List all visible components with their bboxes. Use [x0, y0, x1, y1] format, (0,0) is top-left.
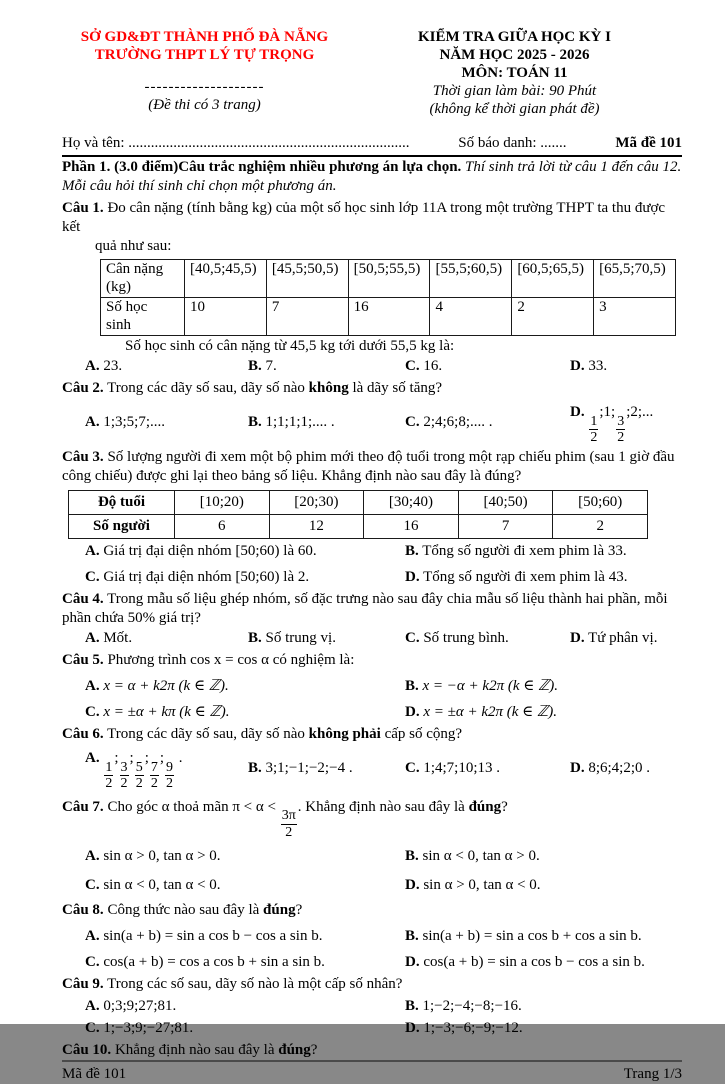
- q6-option-a: A. $\frac{1}{2}$ ; $\frac{3}{2}$ ; $\frac{5}{2}$ ; $\frac{7}{2}$ ; $\frac{9}{2}$ .: [85, 749, 183, 791]
- q3-count-cell: 7: [458, 514, 553, 538]
- q10-label: Câu 10.: [62, 1041, 112, 1058]
- q3-count-cell: 2: [553, 514, 648, 538]
- part1-instruction-1: Thí sinh trả lời từ câu 1 đến câu 12.: [461, 159, 682, 175]
- q5-option-c: C. x = ±α + kπ (k ∈ ℤ).: [85, 703, 230, 720]
- exam-code: Mã đề 101: [615, 135, 682, 151]
- fraction: $\frac{9}{2}$: [166, 759, 174, 791]
- q2-stem: Trong các dãy số sau, dãy số nào không là dãy số tăng?: [107, 380, 443, 396]
- q3-option-d: D. Tổng số người đi xem phim là 43.: [405, 568, 628, 585]
- q8-option-c: C. cos(a + b) = cos a cos b + sin a sin b.: [85, 953, 325, 970]
- q5-options-row1: [62, 677, 682, 696]
- question-5: [62, 651, 682, 722]
- q4-stem: Trong mẫu số liệu ghép nhóm, số đặc trưng nào sau đây chia mẫu số liệu thành hai phần, mỗi: [107, 590, 668, 607]
- q9-options-row2: [62, 1019, 682, 1038]
- q1-interval-cell: [45,5;50,5): [266, 260, 348, 298]
- school-name: TRƯỜNG THPT LÝ TỰ TRỌNG: [94, 47, 315, 63]
- q3-count-cell: 12: [269, 514, 364, 538]
- q8-stem: Công thức nào sau đây là đúng?: [107, 901, 303, 918]
- page-footer: [62, 1060, 682, 1084]
- q5-option-a: A. x = α + k2π (k ∈ ℤ).: [85, 677, 229, 694]
- table-row: [69, 490, 648, 514]
- q8-option-a: A. sin(a + b) = sin a cos b − cos a sin b.: [85, 927, 323, 944]
- question-9: [62, 975, 682, 1038]
- q6-option-b: B. 3;1;−1;−2;−4 .: [248, 759, 353, 776]
- fraction: $\frac{1}{2}$: [105, 759, 113, 791]
- pages-note: (Đề thi có 3 trang): [148, 97, 261, 113]
- q6-stem: Trong các dãy số sau, dãy số nào không phải cấp số cộng?: [107, 725, 463, 742]
- q1-option-b: B. 7.: [248, 358, 277, 374]
- q5-option-b: B. x = −α + k2π (k ∈ ℤ).: [405, 677, 559, 694]
- header-right: [347, 28, 682, 118]
- duration-note: (không kể thời gian phát đề): [429, 101, 600, 117]
- q8-options-row2: [62, 953, 682, 972]
- q1-count-cell: 10: [185, 298, 267, 336]
- q1-options: [62, 357, 682, 376]
- q3-options-row2: [62, 568, 682, 587]
- duration: Thời gian làm bài: 90 Phút: [432, 83, 597, 99]
- q3-interval-cell: [40;50): [458, 490, 553, 514]
- q1-table-header-cell: Cân nặng (kg): [101, 260, 185, 298]
- q1-label: Câu 1.: [62, 200, 104, 216]
- question-8: [62, 901, 682, 972]
- q6-option-c: C. 1;4;7;10;13 .: [405, 759, 501, 776]
- q9-option-c: C. 1;−3;9;−27;81.: [85, 1019, 194, 1036]
- question-10: [62, 1041, 682, 1060]
- q1-interval-cell: [40,5;45,5): [185, 260, 267, 298]
- q7-options-row2: [62, 872, 682, 898]
- q4-option-d: D. Tứ phân vị.: [570, 629, 658, 646]
- candidate-info-row: [62, 134, 682, 157]
- fraction: $\frac{3}{2}$: [617, 413, 625, 445]
- q1-sub-question: Số học sinh có cân nặng từ 45,5 kg tới dưới 55,5 kg là:: [125, 338, 455, 354]
- department-name: SỞ GD&ĐT THÀNH PHỐ ĐÀ NẴNG: [80, 29, 329, 45]
- q5-options-row2: [62, 703, 682, 722]
- q5-option-d: D. x = ±α + k2π (k ∈ ℤ).: [405, 703, 557, 720]
- q1-count-cell: 4: [430, 298, 512, 336]
- q5-stem: Phương trình cos x = cos α có nghiệm là:: [107, 651, 355, 668]
- q9-option-a: A. 0;3;9;27;81.: [85, 997, 177, 1014]
- q4-options: [62, 629, 682, 648]
- q7-options-row1: [62, 843, 682, 869]
- q3-count-cell: 6: [175, 514, 270, 538]
- part1-title: Phần 1. (3.0 điểm)Câu trắc nghiệm nhiều phương án lựa chọn.: [62, 159, 462, 175]
- q1-frequency-table: [100, 259, 676, 336]
- q2-option-b: B. 1;1;1;1;.... .: [248, 413, 335, 430]
- q1-interval-cell: [60,5;65,5): [512, 260, 594, 298]
- divider-dashes: --------------------: [144, 79, 265, 95]
- q3-stem-line2: công chiếu) được ghi lại theo bảng số liệu. Khẳng định nào sau đây là đúng?: [62, 467, 522, 484]
- name-field: Họ và tên: ...........................................................................: [62, 135, 410, 151]
- q3-table-header-cell: Độ tuổi: [69, 490, 175, 514]
- question-2: [62, 379, 682, 445]
- q2-option-c: C. 2;4;6;8;.... .: [405, 413, 493, 430]
- q4-label: Câu 4.: [62, 590, 104, 607]
- q2-option-d: D. $\frac{1}{2}$ ;1; $\frac{3}{2}$ ;2;...: [570, 404, 654, 445]
- q9-stem: Trong các số sau, dãy số nào là một cấp số nhân?: [107, 975, 403, 992]
- question-7: [62, 794, 682, 898]
- q9-options-row1: [62, 997, 682, 1016]
- q6-options: [62, 745, 682, 791]
- q1-count-cell: 7: [266, 298, 348, 336]
- question-3: [62, 448, 682, 587]
- q3-option-a: A. Giá trị đại diện nhóm [50;60) là 60.: [85, 542, 317, 559]
- q1-option-d: D. 33.: [570, 358, 608, 374]
- q1-interval-cell: [65,5;70,5): [594, 260, 676, 298]
- q8-option-d: D. cos(a + b) = sin a cos b − cos a sin b.: [405, 953, 645, 970]
- q1-stem-line2: quả như sau:: [95, 238, 172, 254]
- exam-header: [62, 28, 682, 118]
- fraction: $\frac{3}{2}$: [120, 759, 128, 791]
- question-4: [62, 590, 682, 648]
- q9-option-b: B. 1;−2;−4;−8;−16.: [405, 997, 522, 1014]
- table-row: [101, 260, 676, 298]
- q4-stem-line2: phần chứa 50% giá trị?: [62, 609, 201, 626]
- q3-count-cell: 16: [364, 514, 459, 538]
- q7-stem: Cho góc α thoả mãn π < α < $\frac{3\pi}{2}$ . Khẳng định nào sau đây là đúng?: [107, 798, 508, 840]
- header-left: [62, 28, 347, 118]
- q9-option-d: D. 1;−3;−6;−9;−12.: [405, 1019, 523, 1036]
- q7-option-a: A. sin α > 0, tan α > 0.: [85, 847, 221, 864]
- part1-instruction-2: Mỗi câu hỏi thí sinh chỉ chọn một phương án.: [62, 178, 337, 194]
- q10-stem: Khẳng định nào sau đây là đúng?: [114, 1041, 318, 1058]
- q2-option-a: A. 1;3;5;7;....: [85, 413, 166, 430]
- q1-interval-cell: [50,5;55,5): [348, 260, 430, 298]
- q3-interval-cell: [10;20): [175, 490, 270, 514]
- q9-label: Câu 9.: [62, 975, 104, 992]
- q1-count-cell: 16: [348, 298, 430, 336]
- q8-options-row1: [62, 927, 682, 946]
- q7-option-d: D. sin α > 0, tan α < 0.: [405, 876, 541, 893]
- q4-option-b: B. Số trung vị.: [248, 629, 336, 646]
- q2-options: [62, 399, 682, 445]
- q4-option-a: A. Mốt.: [85, 629, 133, 646]
- q1-interval-cell: [55,5;60,5): [430, 260, 512, 298]
- footer-exam-code: Mã đề 101: [62, 1065, 127, 1082]
- subject: MÔN: TOÁN 11: [461, 65, 568, 81]
- q3-label: Câu 3.: [62, 448, 104, 465]
- fraction: $\frac{7}{2}$: [150, 759, 158, 791]
- table-row: [101, 298, 676, 336]
- q3-option-c: C. Giá trị đại diện nhóm [50;60) là 2.: [85, 568, 310, 585]
- fraction: $\frac{3\pi}{2}$: [281, 808, 296, 840]
- school-year: NĂM HỌC 2025 - 2026: [439, 47, 590, 63]
- q8-label: Câu 8.: [62, 901, 104, 918]
- q3-interval-cell: [50;60): [553, 490, 648, 514]
- q1-option-c: C. 16.: [405, 358, 443, 374]
- exam-title: KIỂM TRA GIỮA HỌC KỲ I: [418, 29, 611, 45]
- question-1: [62, 199, 682, 376]
- candidate-number-field: Số báo danh: .......: [458, 135, 567, 151]
- part1-intro: [62, 158, 682, 196]
- q1-stem: Đo cân nặng (tính bằng kg) của một số học sinh lớp 11A trong một trường THPT ta thu được kết: [62, 200, 666, 235]
- q1-count-cell: 2: [512, 298, 594, 336]
- q1-count-cell: 3: [594, 298, 676, 336]
- q1-option-a: A. 23.: [85, 358, 123, 374]
- q3-frequency-table: [68, 490, 648, 539]
- q3-interval-cell: [20;30): [269, 490, 364, 514]
- q6-option-d: D. 8;6;4;2;0 .: [570, 759, 651, 776]
- table-row: [69, 514, 648, 538]
- q2-label: Câu 2.: [62, 380, 104, 396]
- q1-table-header-cell: Số học sinh: [101, 298, 185, 336]
- footer-page-number: Trang 1/3: [623, 1065, 682, 1082]
- q8-option-b: B. sin(a + b) = sin a cos b + cos a sin b.: [405, 927, 642, 944]
- q7-option-c: C. sin α < 0, tan α < 0.: [85, 876, 221, 893]
- question-6: [62, 725, 682, 791]
- q3-table-header-cell: Số người: [69, 514, 175, 538]
- q4-option-c: C. Số trung bình.: [405, 629, 509, 646]
- q7-option-b: B. sin α < 0, tan α > 0.: [405, 847, 540, 864]
- q3-stem: Số lượng người đi xem một bộ phim mới theo độ tuổi trong một rạp chiếu phim (sau 1 giờ đầu: [107, 448, 675, 465]
- fraction: $\frac{5}{2}$: [135, 759, 143, 791]
- q6-label: Câu 6.: [62, 725, 104, 742]
- fraction: $\frac{1}{2}$: [590, 413, 598, 445]
- q3-option-b: B. Tổng số người đi xem phim là 33.: [405, 542, 627, 559]
- q5-label: Câu 5.: [62, 651, 104, 668]
- q3-interval-cell: [30;40): [364, 490, 459, 514]
- q7-label: Câu 7.: [62, 798, 104, 815]
- q3-options-row1: [62, 542, 682, 561]
